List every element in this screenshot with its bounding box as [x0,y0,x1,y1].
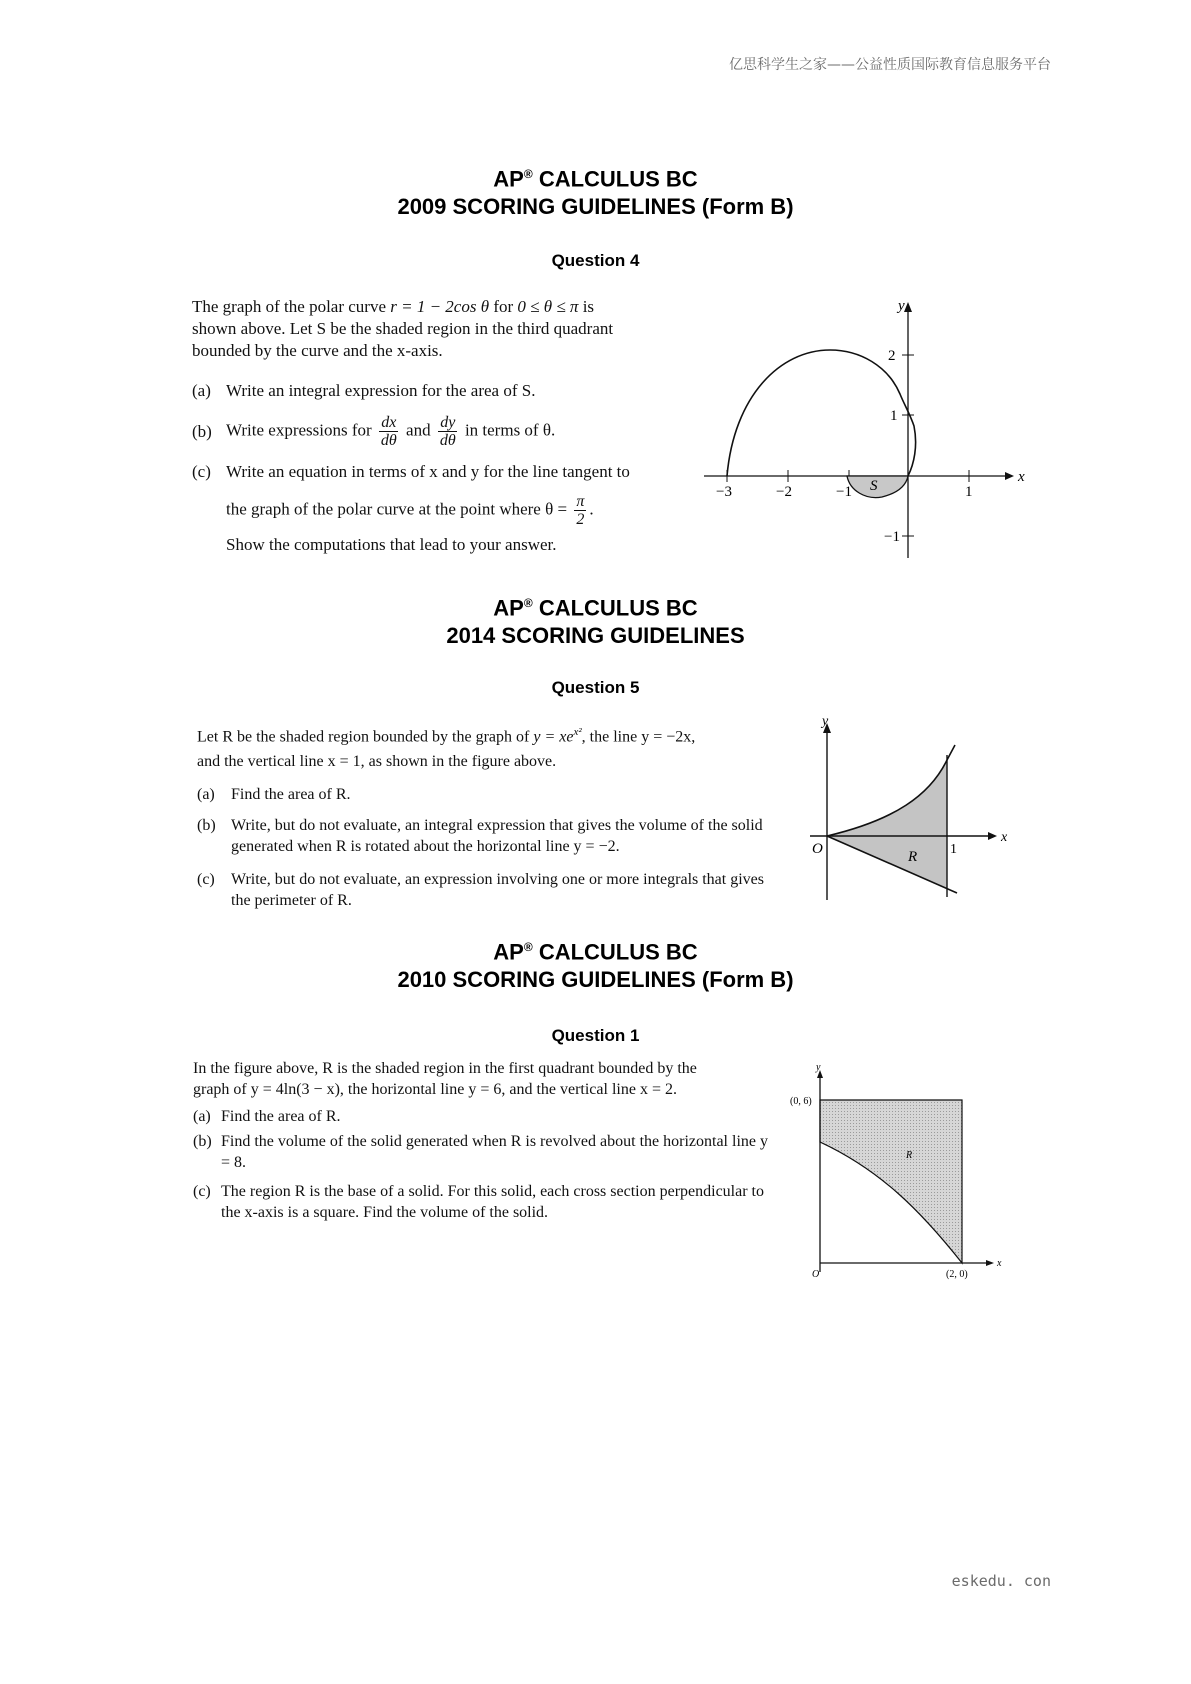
fraction-dx-dtheta: $\frac{dx}{d\theta}$ [380,414,397,449]
problem-2009 [192,296,712,556]
x-axis-arrow [986,1260,994,1266]
part-b: (b) Find the volume of the solid generated when R is revolved about the horizontal line y = 8. [193,1133,768,1171]
region-s [847,476,908,498]
section-2014-header [0,589,1191,698]
x-axis-label: x [1018,469,1025,485]
y-axis-label: y [898,298,905,314]
course-title: AP® CALCULUS BC [493,595,698,621]
guidelines-title: 2009 SCORING GUIDELINES (Form B) [397,194,794,220]
tick-label-y-1: 1 [890,408,898,424]
polar-curve-graph [700,296,1025,566]
watermark-top: 亿思科学生之家——公益性质国际教育信息服务平台 [729,57,1051,73]
tick-label-x-1: 1 [950,842,957,857]
part-a: (a) Write an integral expression for the area of S. [192,381,536,400]
intro-line-2: and the vertical line x = 1, as shown in the figure above. [197,753,557,771]
intro-line-1: Let R be the shaded region bounded by the graph of $y = xe^{x^2}$, the line y = −2x, [197,726,696,746]
y-axis-label: y [816,1062,821,1073]
part-a: (a) Find the area of R. [193,1108,341,1125]
region-r-label: R [906,1150,913,1161]
problem-2014 [197,722,787,911]
fraction-dy-dtheta: $\frac{dy}{d\theta}$ [439,414,456,449]
part-b: (b) Write expressions for $\frac{dx}{d\theta}$ and $\frac{dy}{d\theta}$ in terms of θ. [192,414,556,449]
region-r [820,1100,962,1263]
tick-label-x-1: 1 [965,484,973,500]
intro-line-2: shown above. Let S be the shaded region in the third quadrant [192,319,614,338]
tick-label-y-2: 2 [888,348,896,364]
x-axis-arrow [1005,472,1014,480]
region-r-graph-2014 [800,715,1020,915]
part-c: (c) Write an equation in terms of x and y for the line tangent to the graph of the polar curve at the point where θ = $\frac{\pi}{2}$ . Show the computations that lead to your answer. [192,462,630,554]
tick-label-x-neg2: −2 [776,484,792,500]
part-b: (b) Write, but do not evaluate, an integral expression that gives the volume of the solid generated when R is rotated about the horizontal line y = −2. [197,817,763,856]
point-0-6-label: (0, 6) [790,1096,812,1107]
guidelines-title: 2014 SCORING GUIDELINES [446,623,745,649]
region-s-label: S [870,478,878,494]
section-2009-header [0,160,1191,271]
guidelines-title: 2010 SCORING GUIDELINES (Form B) [397,967,794,993]
region-r-label: R [908,849,918,865]
y-axis-arrow [904,302,912,312]
course-title: AP® CALCULUS BC [493,166,698,192]
question-title: Question 1 [551,1026,640,1046]
tick-label-x-neg1: −1 [836,484,852,500]
x-axis-label: x [997,1258,1002,1269]
polar-curve [727,350,916,476]
origin-label: O [812,841,823,857]
region-r-graph-2010 [790,1060,1010,1290]
y-axis-label: y [822,714,829,729]
region-r [827,760,947,888]
origin-label: O [812,1269,820,1280]
x-axis-label: x [1001,830,1008,845]
part-a: (a) Find the area of R. [197,786,351,804]
problem-2010 [193,1058,773,1223]
question-title: Question 4 [551,251,640,271]
tick-label-x-neg3: −3 [716,484,732,500]
question-title: Question 5 [551,678,640,698]
course-title: AP® CALCULUS BC [493,939,698,965]
point-2-0-label: (2, 0) [946,1269,968,1280]
intro-line-3: bounded by the curve and the x-axis. [192,341,443,360]
x-axis-arrow [988,832,997,840]
fraction-pi-over-2: $\frac{\pi}{2}$ [576,493,585,528]
intro-line-2: graph of y = 4ln(3 − x), the horizontal line y = 6, and the vertical line x = 2. [193,1081,677,1098]
intro-line-1: The graph of the polar curve r = 1 − 2cos θ for 0 ≤ θ ≤ π is [192,297,595,316]
part-c: (c) The region R is the base of a solid. For this solid, each cross section perpendicular to the x-axis is a square. Find the volume of the solid. [193,1183,764,1221]
tick-label-y-neg1: −1 [884,529,900,545]
part-c: (c) Write, but do not evaluate, an expression involving one or more integrals that gives the perimeter of R. [197,871,764,910]
intro-line-1: In the figure above, R is the shaded region in the first quadrant bounded by the [193,1060,697,1077]
watermark-bottom: eskedu. con [951,1572,1051,1590]
section-2010-header [0,933,1191,1046]
